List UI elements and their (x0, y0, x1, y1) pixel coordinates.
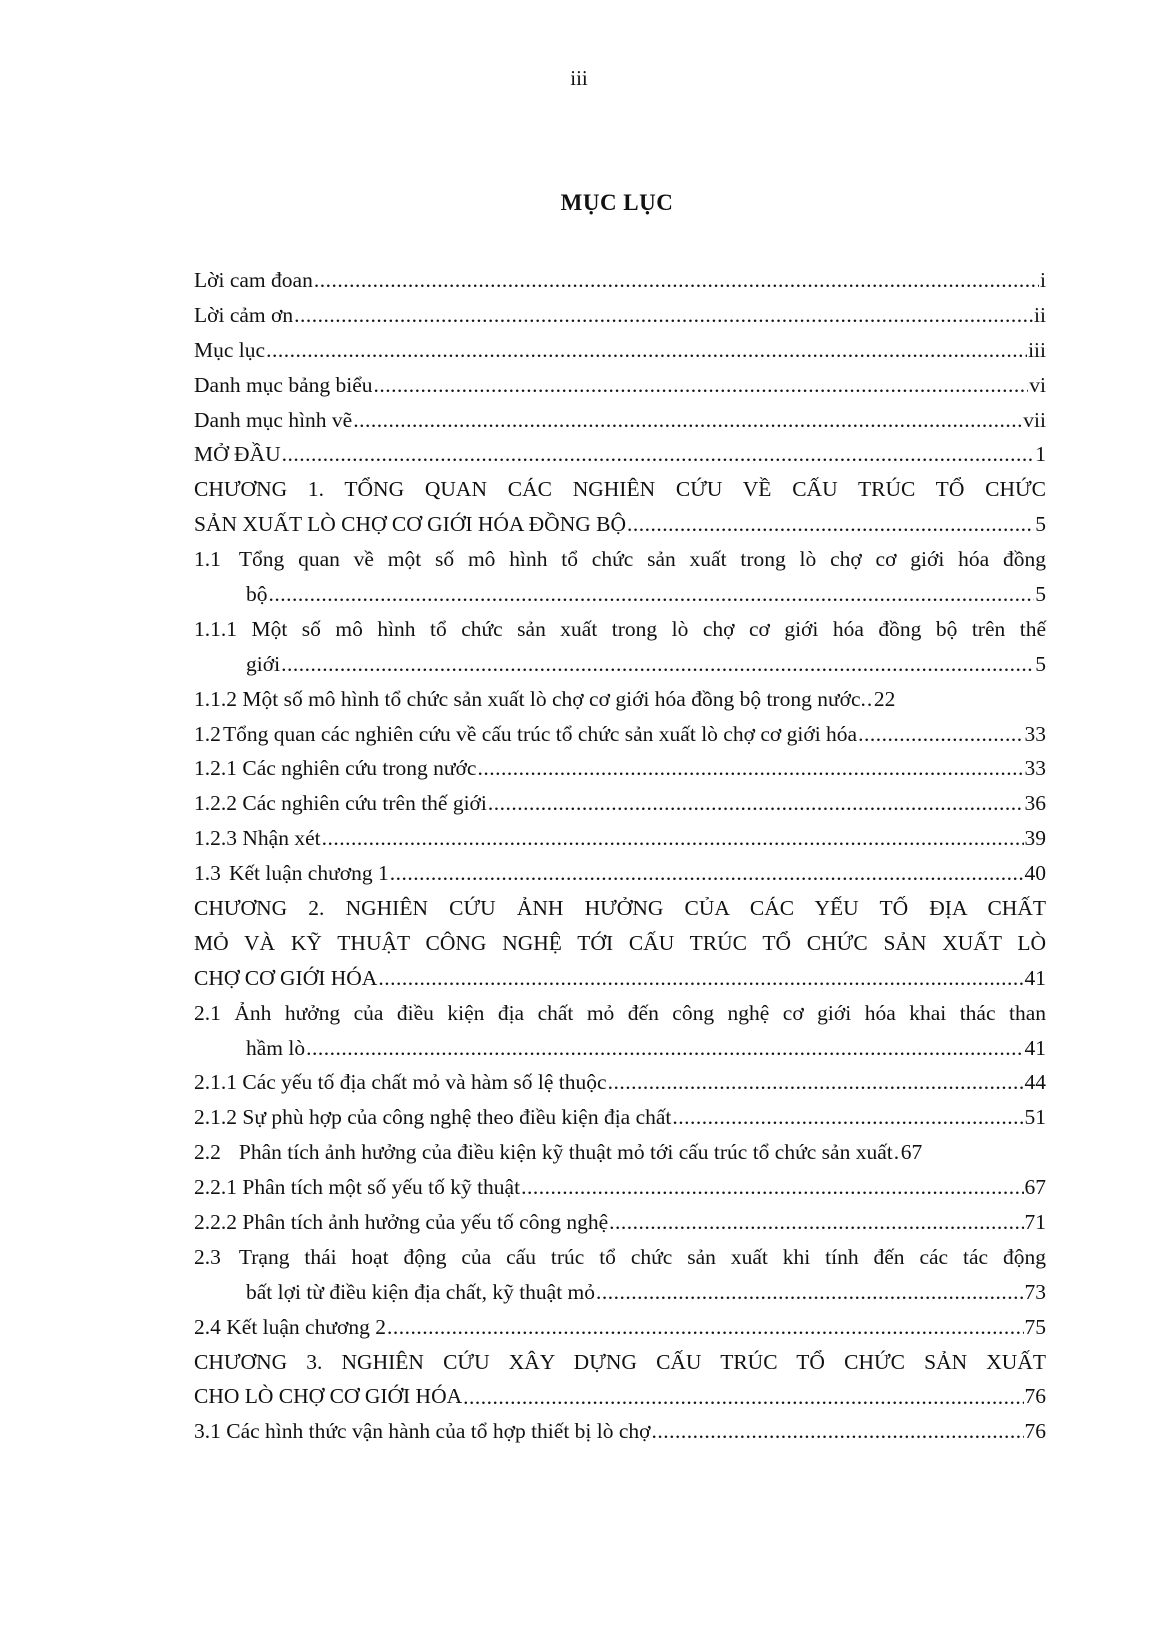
leader-dots (858, 717, 1023, 752)
leader-dots (521, 1170, 1023, 1205)
toc-page: 41 (1024, 965, 1046, 990)
toc-label: 1.2.1 Các nghiên cứu trong nước (194, 756, 477, 781)
toc-label-line: Tổng quan về một số mô hình tổ chức sản xuất trong lò chợ cơ giới hóa đồng (238, 547, 1046, 572)
toc-page: 39 (1024, 826, 1046, 851)
leader-dots (488, 786, 1024, 821)
section-number: 1.1 (194, 547, 221, 572)
toc-entry-line[interactable]: 2.1 Ảnh hưởng của điều kiện địa chất mỏ đến công nghệ cơ giới hóa khai thác than (194, 1000, 1046, 1025)
toc-page: 36 (1024, 791, 1046, 816)
toc-entry[interactable] (194, 368, 1046, 403)
section-number: 2.2 (194, 1140, 221, 1165)
leader-dots (596, 1275, 1023, 1310)
toc-page: 5 (1035, 651, 1046, 676)
toc-label: Kết luận chương 1 (228, 861, 389, 886)
toc-page: 1 (1035, 442, 1046, 467)
toc-page: iii (1028, 337, 1046, 362)
leader-dots (314, 263, 1039, 298)
toc-label: giới (246, 651, 281, 676)
toc-label: Tổng quan các nghiên cứu về cấu trúc tổ chức sản xuất lò chợ cơ giới hóa (222, 721, 858, 746)
leader-dots (353, 403, 1022, 438)
toc-entry[interactable] (194, 263, 1046, 298)
toc-entry-line[interactable] (194, 1240, 1046, 1275)
toc-page: 5 (1035, 582, 1046, 606)
toc-page: 73 (1024, 1279, 1046, 1304)
toc-entry[interactable] (194, 961, 1046, 996)
toc-entry[interactable] (194, 507, 1046, 542)
toc-label: 2.2.2 Phân tích ảnh hưởng của yếu tố công nghệ (194, 1210, 609, 1235)
toc-page: 44 (1024, 1070, 1046, 1095)
toc-entry-line[interactable]: MỎ VÀ KỸ THUẬT CÔNG NGHỆ TỚI CẤU TRÚC TỔ CHỨC SẢN XUẤT LÒ (194, 930, 1046, 955)
section-number: 1.2 (194, 721, 221, 746)
leader-dots (306, 1031, 1023, 1066)
toc-label-line: Trạng thái hoạt động của cấu trúc tổ chức sản xuất khi tính đến các tác động (238, 1244, 1046, 1269)
leader-dots (477, 751, 1023, 786)
leader-dots (281, 647, 1034, 682)
toc-label: CHỢ CƠ GIỚI HÓA (194, 965, 378, 990)
toc-page: vii (1023, 407, 1046, 432)
toc-entry[interactable] (194, 717, 1046, 752)
toc-page: 33 (1024, 721, 1046, 746)
toc-label: hầm lò (246, 1035, 306, 1060)
toc-label: 2.4 Kết luận chương 2 (194, 1314, 386, 1339)
section-number: 1.3 (194, 861, 221, 886)
leader-dots (608, 1065, 1024, 1100)
toc-label: bất lợi từ điều kiện địa chất, kỹ thuật mỏ (246, 1279, 596, 1304)
toc-page: vi (1029, 372, 1046, 397)
toc-entry[interactable] (194, 821, 1046, 856)
toc-page: i (1040, 267, 1046, 292)
toc-entry[interactable] (194, 786, 1046, 821)
toc-entry[interactable] (194, 682, 1046, 717)
toc-label: CHO LÒ CHỢ CƠ GIỚI HÓA (194, 1384, 463, 1409)
leader-dots (894, 1135, 900, 1170)
table-of-contents (194, 263, 1046, 1449)
toc-entry[interactable] (194, 1031, 1046, 1066)
toc-page: 76 (1024, 1384, 1046, 1409)
toc-label: Mục lục (194, 337, 266, 362)
leader-dots (266, 333, 1027, 368)
toc-entry[interactable] (194, 1100, 1046, 1135)
leader-dots (609, 1205, 1023, 1240)
toc-page: 33 (1024, 756, 1046, 781)
toc-label: Danh mục hình vẽ (194, 407, 353, 432)
leader-dots (463, 1380, 1023, 1415)
toc-label: 1.2.3 Nhận xét (194, 826, 321, 851)
toc-entry[interactable] (194, 1065, 1046, 1100)
toc-entry-line[interactable] (194, 542, 1046, 577)
toc-entry[interactable] (194, 647, 1046, 682)
toc-label: 3.1 Các hình thức vận hành của tổ hợp thiết bị lò chợ (194, 1419, 651, 1444)
toc-title: MỤC LỤC (560, 190, 674, 215)
toc-entry[interactable] (194, 437, 1046, 472)
toc-entry-line[interactable]: CHƯƠNG 2. NGHIÊN CỨU ẢNH HƯỞNG CỦA CÁC YẾU TỐ ĐỊA CHẤT (194, 896, 1046, 921)
toc-entry-line[interactable]: CHƯƠNG 3. NGHIÊN CỨU XÂY DỰNG CẤU TRÚC TỔ CHỨC SẢN XUẤT (194, 1349, 1046, 1374)
leader-dots (269, 577, 1035, 612)
toc-label: 2.1.2 Sự phù hợp của công nghệ theo điều kiện địa chất (194, 1105, 672, 1130)
toc-entry[interactable] (194, 577, 1046, 612)
leader-dots (867, 682, 873, 717)
toc-label: Lời cảm ơn (194, 302, 294, 327)
toc-entry[interactable] (194, 1275, 1046, 1310)
toc-label: 1.1.2 Một số mô hình tổ chức sản xuất lò chợ cơ giới hóa đồng bộ trong nước. (194, 686, 866, 711)
toc-entry[interactable] (194, 1205, 1046, 1240)
leader-dots (374, 368, 1029, 403)
toc-entry[interactable] (194, 1170, 1046, 1205)
toc-page: 41 (1024, 1035, 1046, 1060)
toc-label: bộ (246, 582, 268, 606)
leader-dots (282, 437, 1035, 472)
toc-page: 75 (1024, 1314, 1046, 1339)
toc-entry[interactable] (194, 1380, 1046, 1415)
toc-entry[interactable] (194, 1414, 1046, 1449)
toc-entry[interactable] (194, 1135, 1046, 1170)
toc-label: 2.2.1 Phân tích một số yếu tố kỹ thuật (194, 1175, 521, 1200)
toc-label: 1.2.2 Các nghiên cứu trên thế giới (194, 791, 487, 816)
toc-label: SẢN XUẤT LÒ CHỢ CƠ GIỚI HÓA ĐỒNG BỘ (194, 512, 626, 537)
toc-entry[interactable] (194, 1310, 1046, 1345)
leader-dots (294, 298, 1033, 333)
toc-page: 71 (1024, 1210, 1046, 1235)
toc-page: 51 (1024, 1105, 1046, 1130)
leader-dots (387, 1310, 1024, 1345)
toc-page: 67 (1024, 1175, 1046, 1200)
toc-label: Phân tích ảnh hưởng của điều kiện kỹ thuật mỏ tới cấu trúc tổ chức sản xuất (238, 1140, 893, 1165)
leader-dots (652, 1414, 1024, 1449)
leader-dots (322, 821, 1024, 856)
toc-page: 40 (1024, 861, 1046, 886)
toc-label: MỞ ĐẦU (194, 442, 281, 467)
toc-page: 5 (1035, 512, 1046, 537)
section-number: 2.3 (194, 1244, 221, 1269)
toc-entry-line[interactable]: 1.1.1 Một số mô hình tổ chức sản xuất trong lò chợ cơ giới hóa đồng bộ trên thế (194, 616, 1046, 641)
toc-entry[interactable] (194, 751, 1046, 786)
toc-entry[interactable] (194, 403, 1046, 438)
leader-dots (672, 1100, 1023, 1135)
page-number: iii (570, 66, 588, 90)
toc-page: 76 (1024, 1419, 1046, 1444)
toc-label: 2.1.1 Các yếu tố địa chất mỏ và hàm số lệ thuộc (194, 1070, 607, 1095)
toc-page: 22 (873, 686, 896, 711)
leader-dots (378, 961, 1023, 996)
toc-page: 67 (900, 1140, 923, 1165)
leader-dots (390, 856, 1024, 891)
toc-label: Lời cam đoan (194, 267, 313, 292)
toc-page: ii (1034, 302, 1046, 327)
toc-entry[interactable] (194, 298, 1046, 333)
leader-dots (627, 507, 1034, 542)
toc-entry[interactable] (194, 333, 1046, 368)
toc-label: Danh mục bảng biểu (194, 372, 373, 397)
toc-entry[interactable] (194, 856, 1046, 891)
toc-entry-line[interactable]: CHƯƠNG 1. TỔNG QUAN CÁC NGHIÊN CỨU VỀ CẤU TRÚC TỔ CHỨC (194, 477, 1046, 502)
